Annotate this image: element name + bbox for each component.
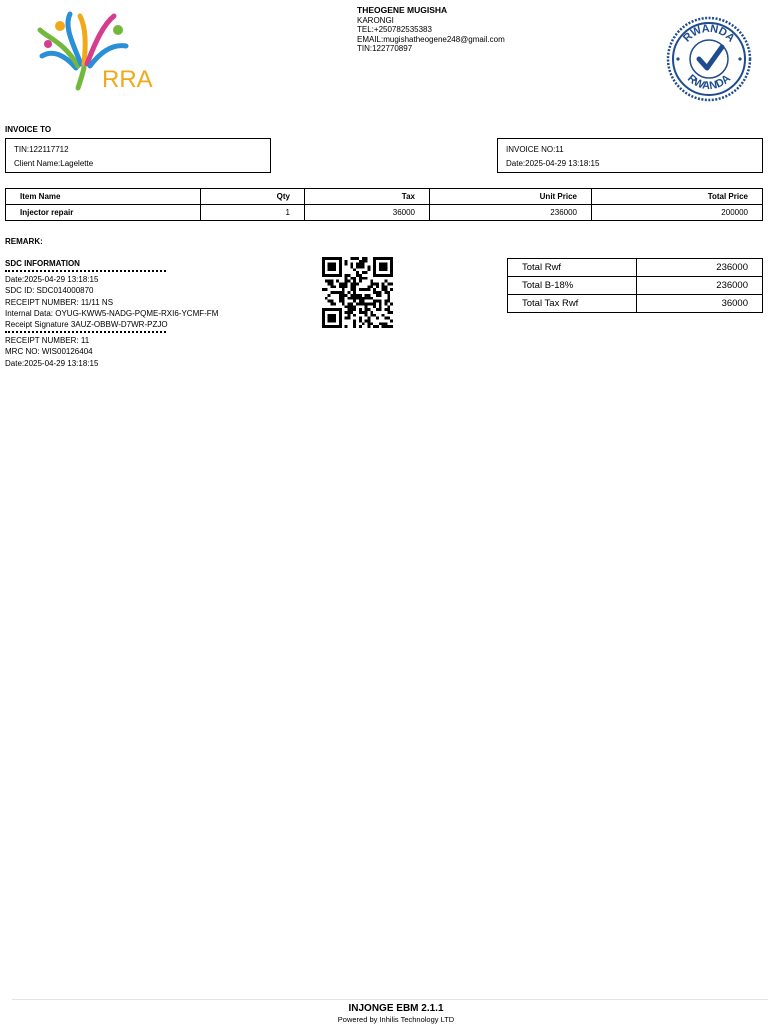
footer-subtitle: Powered by Inhilis Technology LTD	[337, 1015, 455, 1024]
totals-row-tax	[508, 295, 763, 313]
col-qty: Qty	[201, 189, 305, 205]
seller-tel: TEL:+250782535383	[357, 25, 432, 34]
seller-email: EMAIL:mugishatheogene248@gmail.com	[357, 34, 505, 44]
rra-logo	[34, 6, 154, 94]
invoice-info-box	[497, 138, 763, 173]
receipt-date: Date:2025-04-29 13:18:15	[5, 358, 99, 368]
total-b18-label: Total B-18%	[508, 277, 637, 295]
dotted-divider	[5, 270, 166, 272]
remark-label: REMARK:	[5, 237, 43, 246]
invoice-to-heading: INVOICE TO	[5, 125, 52, 134]
client-tin: TIN:122117712	[14, 145, 69, 154]
col-tax: Tax	[305, 189, 430, 205]
table-row	[6, 205, 763, 221]
total-tax-value: 36000	[637, 295, 763, 313]
unit-price-cell: 236000	[430, 205, 592, 221]
sdc-receipt-signature: Receipt Signature 3AUZ-OBBW-D7WR-PZJO	[5, 320, 168, 330]
sdc-heading: SDC INFORMATION	[5, 259, 80, 268]
total-b18-value: 236000	[637, 277, 763, 295]
tax-cell: 36000	[305, 205, 430, 221]
seller-info	[357, 6, 505, 54]
sdc-receipt-number: RECEIPT NUMBER: 11/11 NS	[5, 297, 114, 307]
item-name-cell: Injector repair	[6, 205, 201, 221]
col-item-name: Item Name	[6, 189, 201, 205]
client-name: Client Name:Lagelette	[14, 159, 94, 168]
total-rwf-value: 236000	[637, 259, 763, 277]
invoice-date: Date:2025-04-29 13:18:15	[506, 159, 600, 168]
sdc-info	[5, 258, 218, 369]
receipt-number: RECEIPT NUMBER: 11	[5, 336, 90, 346]
items-table	[5, 188, 763, 221]
seller-tin: TIN:122770897	[357, 44, 413, 53]
stamp-top-text: RWANDA	[681, 22, 737, 45]
rra-logo-text: RRA	[102, 66, 153, 93]
items-header-row	[6, 189, 763, 205]
invoice-number: INVOICE NO:11	[506, 145, 564, 154]
totals-row-b18	[508, 277, 763, 295]
totals-row-total	[508, 259, 763, 277]
rwanda-stamp	[666, 16, 752, 102]
dotted-divider	[5, 331, 166, 333]
sdc-date: Date:2025-04-29 13:18:15	[5, 275, 99, 285]
total-rwf-label: Total Rwf	[508, 259, 637, 277]
footer-divider	[12, 999, 768, 1000]
col-total-price: Total Price	[592, 189, 763, 205]
total-price-cell: 200000	[592, 205, 763, 221]
col-unit-price: Unit Price	[430, 189, 592, 205]
stamp-bottom-text: RWANDA	[685, 72, 733, 93]
totals-table	[507, 258, 763, 313]
mrc-number: MRC NO: WIS00126404	[5, 347, 93, 357]
qr-code	[322, 257, 393, 328]
footer-title: INJONGE EBM 2.1.1	[348, 1003, 444, 1014]
total-tax-label: Total Tax Rwf	[508, 295, 637, 313]
client-box	[5, 138, 271, 173]
seller-location: KARONGI	[357, 15, 394, 25]
sdc-id: SDC ID: SDC014000870	[5, 286, 94, 296]
sdc-internal-data: Internal Data: OYUG-KWW5-NADG-PQME-RXI6-YCMF-FM	[5, 308, 219, 318]
seller-name: THEOGENE MUGISHA	[357, 5, 448, 15]
qty-cell: 1	[201, 205, 305, 221]
